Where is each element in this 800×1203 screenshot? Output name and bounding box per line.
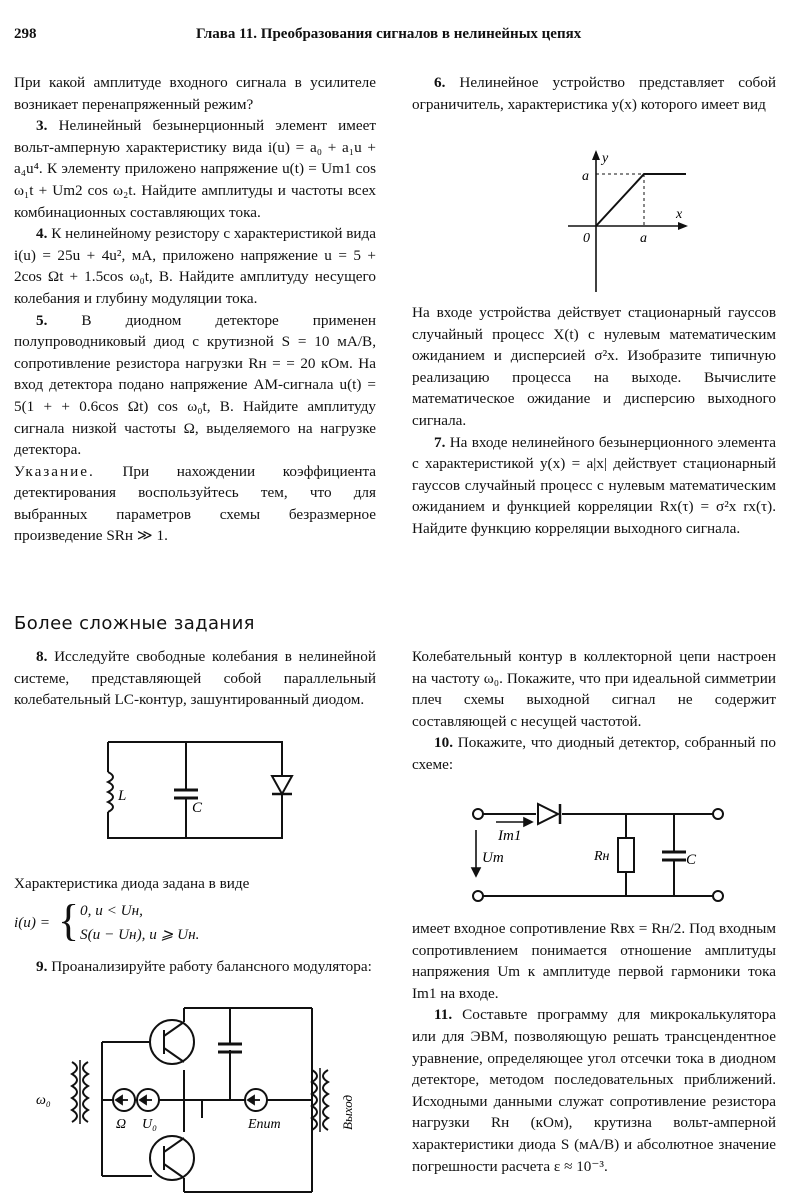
epit-label: Eпит	[248, 1117, 281, 1132]
left-column-top	[14, 72, 376, 547]
omega0-label: ω₀	[36, 1093, 51, 1108]
problem-10	[412, 732, 776, 775]
problem-9-continued: Колебательный контур в коллекторной цепи настроен на частоту ω₀. Покажите, что при идеальной симметрии плеч схемы выходной сигнал не содержит составляющей с несущей частотой.	[412, 648, 776, 730]
problem-8-text: Исследуйте свободные колебания в нелинейной системе, представляющей собой параллельный колебательный LC-контур, зашунтированный диодом.	[14, 648, 376, 709]
current-arrowhead	[524, 818, 532, 826]
chapter-title: Глава 11. Преобразования сигналов в нелинейных цепях	[196, 26, 582, 42]
piecewise-brace: {	[58, 896, 80, 945]
diode-char-text: Характеристика диода задана в виде	[14, 875, 250, 892]
problem-5	[14, 310, 376, 461]
problem-4-number: 4.	[36, 225, 48, 243]
problem-11	[412, 1004, 776, 1177]
right-column-mid	[412, 302, 776, 540]
a-x-label: a	[640, 231, 647, 246]
a-y-label: a	[582, 169, 589, 184]
problem-9-text: Проанализируйте работу балансного модулятора:	[51, 958, 372, 975]
problem-3	[14, 115, 376, 223]
problem-9	[14, 956, 376, 978]
y-axis-arrow	[592, 150, 600, 160]
left-column-problem-9	[14, 956, 376, 978]
modulator-capacitor	[218, 1044, 242, 1052]
problem-10-text: Покажите, что диодный детектор, собранный по схеме:	[412, 734, 777, 773]
left-column-bottom	[14, 646, 376, 711]
problem-10-continued: имеет входное сопротивление Rвх = Rн/2. Под входным сопротивлением понимается отношение амплитуды напряжения Um к амплитуде первой гармоники тока Im1 на входе.	[412, 920, 776, 1002]
problem-6	[412, 72, 776, 115]
problem-8-number: 8.	[36, 648, 48, 665]
problem-7	[412, 432, 776, 540]
problem-5-text: В диодном детекторе применен полупроводниковый диод с крутизной S = 10 мА/В, сопротивление резистора нагрузки Rн = = 20 кОм. На вход детектора подано напряжение АМ-сигнала u(t) = 5(1 + + 0.6cos Ωt) cos ω₀t, В. Найдите амплитуду сигнала низкой частоты Ω, выделяемого на нагрузке детектора.	[14, 311, 377, 459]
input-transformer	[72, 1060, 88, 1124]
balanced-modulator-circuit	[22, 1000, 362, 1200]
problem-3-text: Нелинейный безынерционный элемент имеет вольт-амперную характеристику вида i(u) = a₀ + a₁u + a₄u⁴. К элементу приложено напряжение u(t) = Um1 cos ω₁t + Um2 cos ω₂t. Найдите амплитуды и частоты всех комбинационных составляющих тока.	[14, 117, 377, 221]
x-label: x	[676, 207, 683, 222]
problem-11-text: Составьте программу для микрокалькулятора или для ЭВМ, позволяющую решать трансцендентное уравнение, определяющее угол отсечки тока в диодном детекторе, методом последовательных приближений. Исходными данными служат сопротивление резистора нагрузки Rн (кОм), крутизна вольт-амперной характеристики диода S (мА/В) и абсолютное значение погрешности расчета ε ≈ 10⁻³.	[412, 1006, 776, 1175]
problem-6-continued: На входе устройства действует стационарный гауссов случайный процесс X(t) с нулевым математическим ожиданием и дисперсией σ²x. Изобразите типичную реализацию процесса на выходе. Вычислите математическое ожидание и дисперсию выходного сигнала.	[412, 304, 776, 429]
detector-diode	[538, 804, 560, 824]
output-transformer	[312, 1068, 328, 1132]
omega-label: Ω	[116, 1117, 127, 1132]
detector-capacitor	[662, 852, 686, 860]
right-column-top	[412, 72, 776, 115]
piecewise-case-1: 0, u < Uн,	[80, 902, 143, 919]
x-axis-arrow	[678, 222, 688, 230]
load-resistor	[618, 838, 634, 872]
det-c-label: C	[686, 852, 697, 868]
diode	[272, 776, 292, 794]
page-number: 298	[14, 26, 37, 42]
hint-text: При нахождении коэффициента детектирования воспользуйтесь тем, что для выбранных параметров схемы безразмерное произведение SRн ≫ 1.	[14, 462, 377, 545]
piecewise-case-2: S(u − Uн), u ⩾ Uн.	[80, 926, 200, 943]
hint-label: Указание.	[14, 462, 95, 480]
inductor-coil	[102, 772, 114, 812]
voltage-arrowhead	[472, 868, 480, 876]
origin-label: 0	[583, 231, 590, 246]
right-column-bottom	[412, 646, 776, 776]
problem-3-number: 3.	[36, 117, 48, 135]
im1-label: Im1	[498, 828, 522, 844]
transistor-top	[150, 1020, 194, 1064]
y-label: y	[602, 151, 609, 166]
problem-9-number: 9.	[36, 958, 48, 975]
problem-10-number: 10.	[434, 734, 453, 752]
problem-4-text: К нелинейному резистору с характеристикой вида i(u) = 25u + 4u², мА, приложено напряжение u = 5 + 2cos Ωt + 1.5cos ω₀t, В. Найдите амплитуду несущего колебания и глубину модуляции тока.	[14, 225, 377, 307]
um-label: Um	[482, 850, 504, 866]
transistor-bottom	[150, 1136, 194, 1180]
capacitor-label: C	[192, 800, 203, 816]
problem-5-number: 5.	[36, 311, 48, 329]
rn-label: Rн	[594, 849, 610, 864]
piecewise-lhs: i(u) =	[14, 914, 50, 931]
output-label: Выход	[340, 1094, 355, 1130]
right-column-end	[412, 918, 776, 1177]
hint	[14, 461, 376, 547]
limiter-curve	[596, 174, 686, 226]
problem-6-number: 6.	[434, 74, 446, 91]
lc-diode-circuit	[100, 738, 300, 848]
diode-detector-circuit	[460, 800, 740, 910]
capacitor	[174, 790, 198, 798]
problem-11-number: 11.	[434, 1006, 453, 1024]
section-title: Более сложные задания	[14, 613, 255, 634]
diode-characteristic	[14, 873, 376, 895]
problem-6-text: Нелинейное устройство представляет собой ограничитель, характеристика y(x) которого имеет вид	[412, 74, 777, 113]
problem-7-text: На входе нелинейного безынерционного элемента с характеристикой y(x) = a|x| действует стационарный гауссов случайный процесс с нулевым математическим ожиданием и функцией корреляции Rx(τ) = σ²x rx(τ). Найдите функцию корреляции выходного сигнала.	[412, 433, 776, 537]
problem-8	[14, 646, 376, 711]
paragraph-intro: При какой амплитуде входного сигнала в усилителе возникает перенапряженный режим?	[14, 74, 376, 113]
u0-label: U₀	[142, 1117, 157, 1132]
limiter-figure	[560, 151, 683, 302]
problem-7-number: 7.	[434, 433, 446, 451]
inductor-label: L	[118, 788, 127, 804]
problem-4	[14, 223, 376, 309]
